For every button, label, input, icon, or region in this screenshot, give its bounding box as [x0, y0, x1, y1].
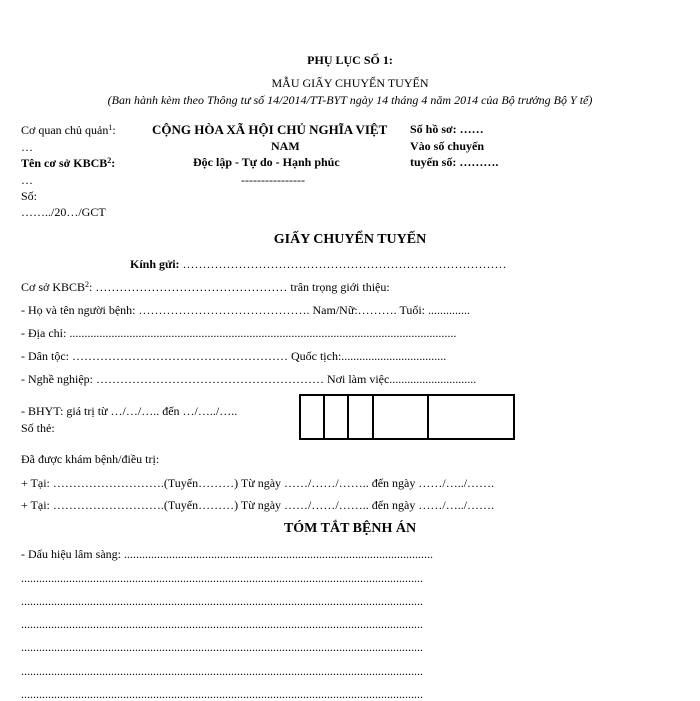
header-divider: ----------------: [241, 173, 305, 187]
form-title: GIẤY CHUYỂN TUYẾN: [273, 232, 427, 247]
so-label: Số:: [21, 189, 38, 203]
kinh-gui: Kính gửi: ………………………………………………………………………: [130, 257, 507, 271]
occupation-line: - Nghề nghiệp: ………………………………………………… Nơi làm việc.............................: [21, 372, 477, 386]
facility-dots: …: [21, 173, 33, 187]
republic-line-2: NAM: [271, 139, 300, 153]
card-number-label: Số thẻ:: [21, 421, 55, 435]
card-number-box-4[interactable]: [372, 394, 429, 440]
bhyt-line: - BHYT: giá trị từ …/…/….. đến …/…../…..: [21, 404, 238, 418]
dotted-line-6: ......................................................................................................................................: [21, 687, 423, 701]
examined-label: Đã được khám bệnh/điều trị:: [21, 452, 160, 466]
motto: Độc lập - Tự do - Hạnh phúc: [193, 155, 340, 169]
address-line: - Địa chỉ: .................................................................................................................................: [21, 326, 457, 340]
so-value: ……../20…/GCT: [21, 205, 106, 219]
card-number-box-1[interactable]: [299, 394, 325, 440]
appendix-issued-by: (Ban hành kèm theo Thông tư số 14/2014/TT-BYT ngày 14 tháng 4 năm 2014 của Bộ trưởng Bộ Y tế): [107, 93, 593, 107]
agency-dots: …: [21, 140, 33, 154]
record-number: Số hồ sơ: ……: [410, 122, 484, 136]
clinical-signs-line: - Dấu hiệu lâm sàng: .......................................................................................................: [21, 547, 433, 561]
card-number-box-3[interactable]: [347, 394, 374, 440]
facility-label: Tên cơ sở KBCB$^2$:: [21, 156, 116, 170]
kbcb-line: Cơ sở KBCB$^2$: ………………………………………… trân trọng giới thiệu:: [21, 280, 390, 294]
republic-line-1: CỘNG HÒA XÃ HỘI CHỦ NGHĨA VIỆT: [152, 122, 388, 137]
dotted-line-4: ......................................................................................................................................: [21, 640, 423, 654]
ethnicity-line: - Dân tộc: ……………………………………………… Quốc tịch:...................................: [21, 349, 447, 363]
treatment-location-1: + Tại: ……………………….(Tuyến………) Từ ngày ……/……/…….. đến ngày ……/…../…….: [21, 476, 495, 490]
patient-name-line: - Họ và tên người bệnh: ……………………………………. Nam/Nữ:………. Tuổi: ..............: [21, 303, 471, 317]
dotted-line-3: ......................................................................................................................................: [21, 617, 423, 631]
agency-label: Cơ quan chủ quản$^1$:: [21, 123, 116, 137]
appendix-subtitle: MẪU GIẤY CHUYỂN TUYẾN: [271, 76, 429, 90]
referral-book-line-1: Vào số chuyển: [410, 139, 485, 153]
card-number-box-5[interactable]: [427, 394, 515, 440]
card-number-box-2[interactable]: [323, 394, 349, 440]
treatment-location-2: + Tại: ……………………….(Tuyến………) Từ ngày ……/……/…….. đến ngày ……/…../…….: [21, 498, 495, 512]
dotted-line-5: ......................................................................................................................................: [21, 664, 423, 678]
appendix-title: PHỤ LỤC SỐ 1:: [307, 53, 393, 67]
dotted-line-2: ......................................................................................................................................: [21, 594, 423, 608]
referral-book-line-2: tuyến số: ……….: [410, 155, 499, 169]
summary-title: TÓM TẮT BỆNH ÁN: [283, 521, 417, 536]
dotted-line-1: ......................................................................................................................................: [21, 571, 423, 585]
